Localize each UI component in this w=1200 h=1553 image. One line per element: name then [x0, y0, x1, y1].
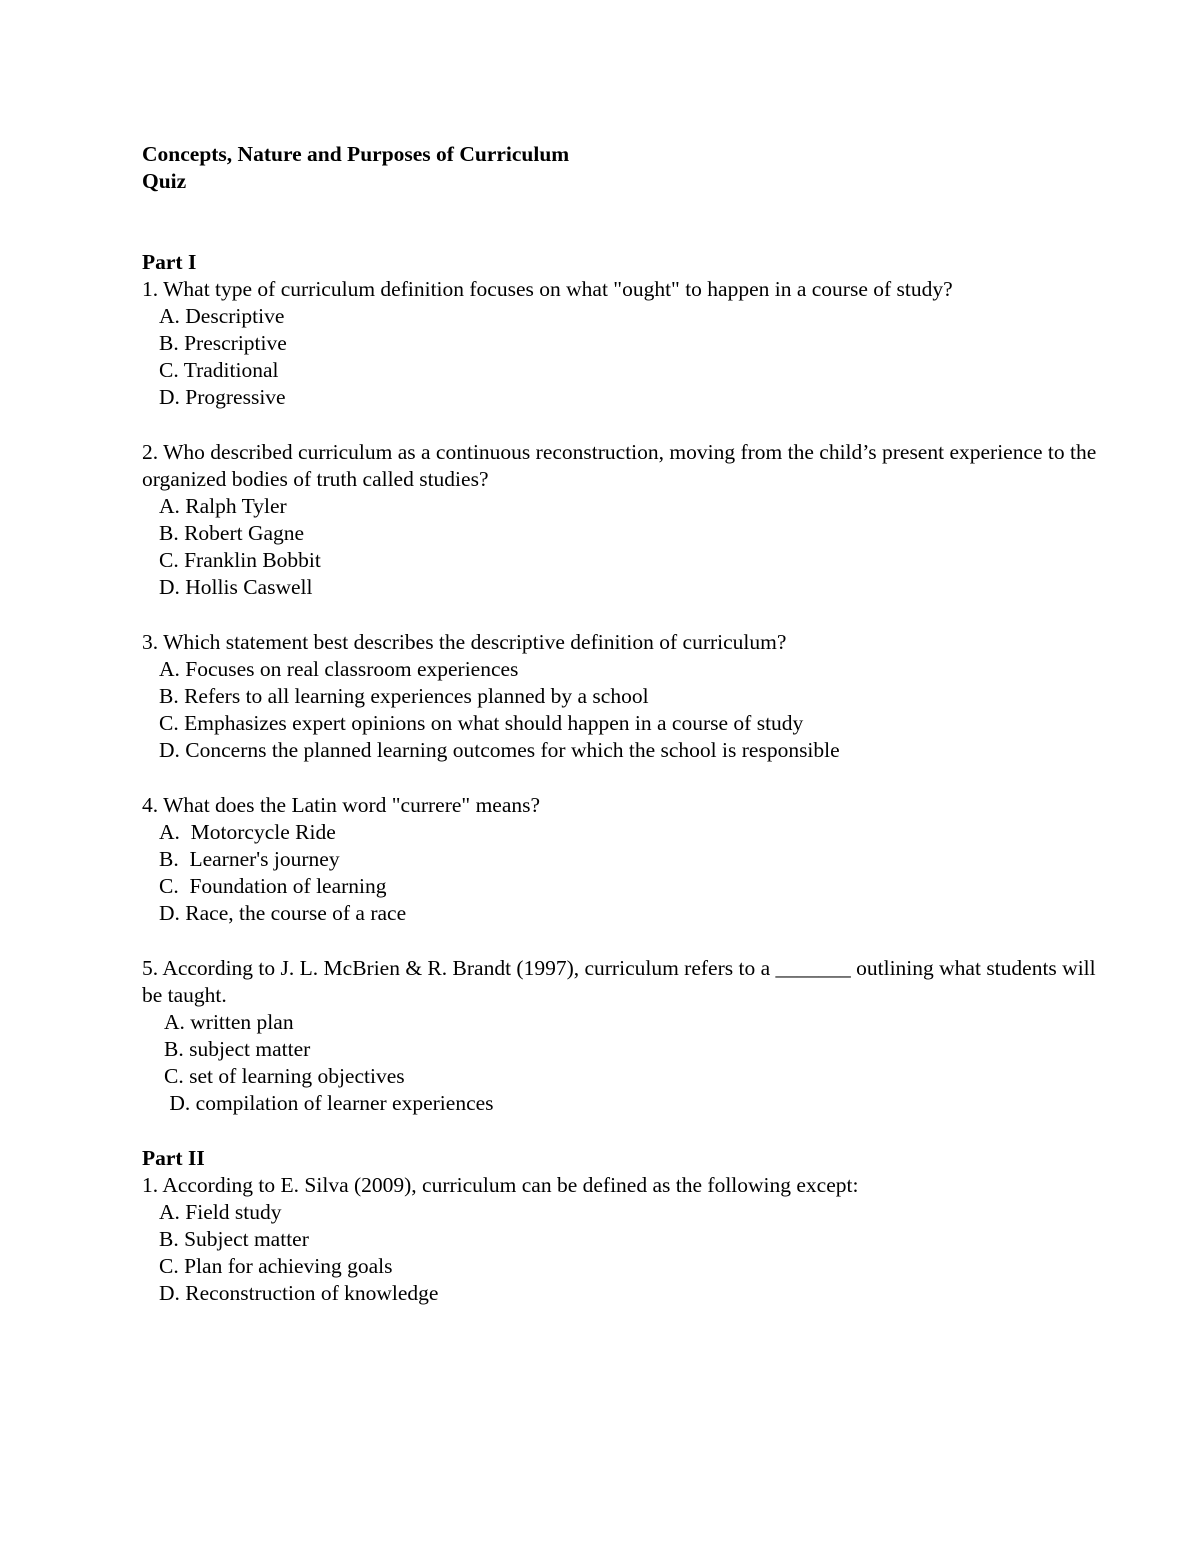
option-b: B. Robert Gagne — [159, 521, 305, 545]
question-5 — [142, 955, 1102, 1117]
question-2 — [142, 439, 1102, 601]
question-text: 5. According to J. L. McBrien & R. Brandt (1997), curriculum refers to a _______ outlining what students will be taught. — [142, 956, 1096, 1007]
option-c: C. Franklin Bobbit — [159, 548, 321, 572]
option-d: D. compilation of learner experiences — [164, 1091, 494, 1115]
part-heading: Part I — [142, 250, 197, 274]
option-a: A. Focuses on real classroom experiences — [159, 657, 519, 681]
part-1 — [142, 249, 1102, 1117]
option-d: D. Concerns the planned learning outcomes for which the school is responsible — [159, 738, 840, 762]
question-4 — [142, 792, 1102, 927]
option-d: D. Progressive — [159, 385, 286, 409]
document-page — [142, 141, 1102, 1307]
option-b: B. Subject matter — [159, 1227, 309, 1251]
part-2 — [142, 1145, 1102, 1307]
document-subtitle: Quiz — [142, 169, 187, 193]
option-a: A. Field study — [159, 1200, 282, 1224]
option-c: C. Emphasizes expert opinions on what should happen in a course of study — [159, 711, 804, 735]
part-heading: Part II — [142, 1146, 205, 1170]
option-a: A. Ralph Tyler — [159, 494, 287, 518]
option-c: C. Traditional — [159, 358, 279, 382]
option-a: A. Descriptive — [159, 304, 285, 328]
option-a: A. written plan — [164, 1010, 294, 1034]
question-text: 1. What type of curriculum definition focuses on what "ought" to happen in a course of study? — [142, 277, 953, 301]
option-b: B. Learner's journey — [159, 847, 340, 871]
question-text: 1. According to E. Silva (2009), curriculum can be defined as the following except: — [142, 1173, 859, 1197]
option-c: C. Plan for achieving goals — [159, 1254, 393, 1278]
question-3 — [142, 629, 1102, 764]
question-text: 4. What does the Latin word "currere" means? — [142, 793, 541, 817]
option-d: D. Hollis Caswell — [159, 575, 313, 599]
question-1 — [142, 276, 1102, 411]
option-d: D. Reconstruction of knowledge — [159, 1281, 439, 1305]
option-b: B. subject matter — [164, 1037, 311, 1061]
document-title: Concepts, Nature and Purposes of Curriculum — [142, 142, 570, 166]
option-c: C. set of learning objectives — [164, 1064, 405, 1088]
question-1 — [142, 1172, 1102, 1307]
question-text: 3. Which statement best describes the descriptive definition of curriculum? — [142, 630, 787, 654]
option-b: B. Prescriptive — [159, 331, 287, 355]
option-c: C. Foundation of learning — [159, 874, 387, 898]
option-b: B. Refers to all learning experiences planned by a school — [159, 684, 649, 708]
question-text: 2. Who described curriculum as a continuous reconstruction, moving from the child’s present experience to the organized bodies of truth called studies? — [142, 440, 1097, 491]
option-d: D. Race, the course of a race — [159, 901, 407, 925]
option-a: A. Motorcycle Ride — [159, 820, 336, 844]
